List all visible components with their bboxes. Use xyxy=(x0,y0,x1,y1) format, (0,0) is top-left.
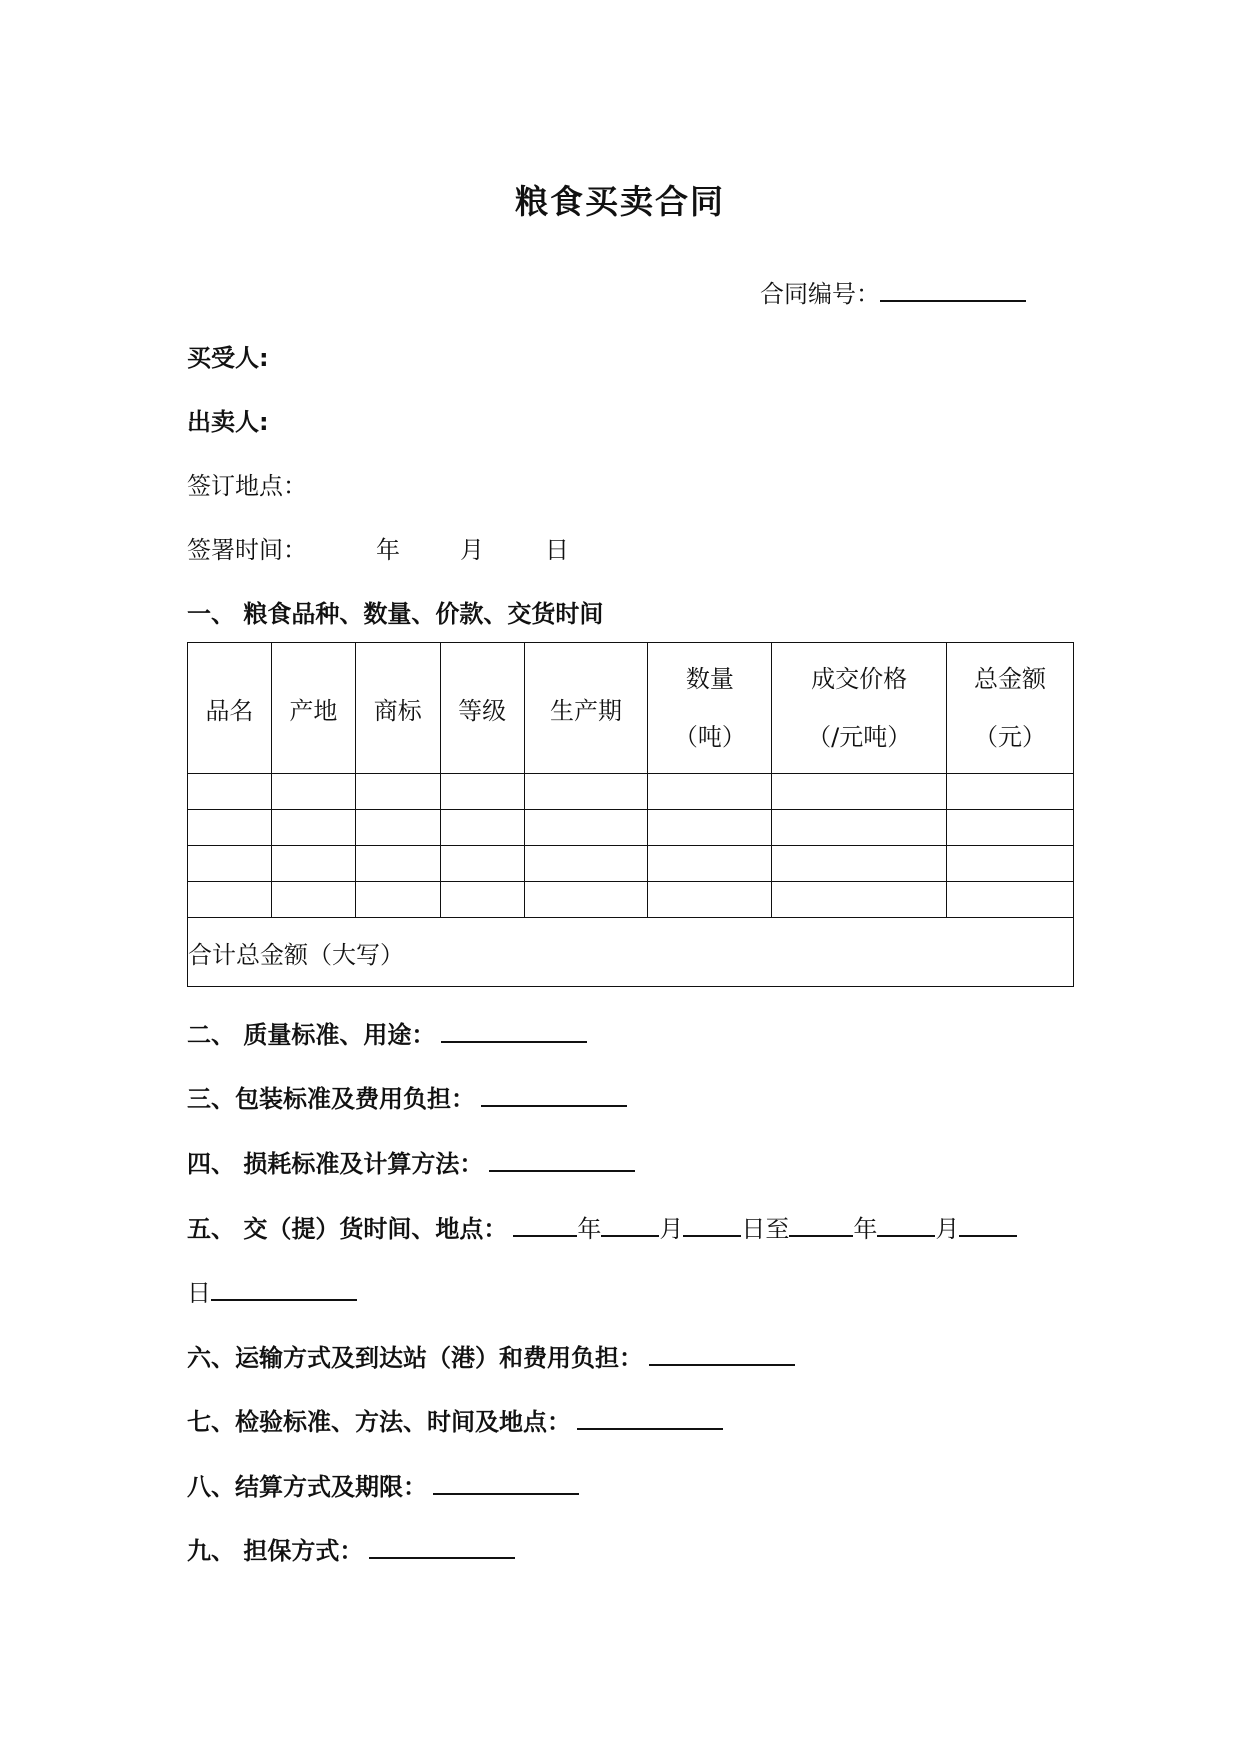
table-cell[interactable] xyxy=(524,810,648,846)
table-cell[interactable] xyxy=(271,774,355,810)
header-price: 成交价格 （/元吨） xyxy=(772,643,947,774)
header-total-amount: 总金额 （元） xyxy=(947,643,1074,774)
table-cell[interactable] xyxy=(355,846,440,882)
table-total-row xyxy=(188,918,1074,987)
section-5-year-to: 年 xyxy=(853,1215,878,1243)
section-2-label: 二、 质量标准、用途： xyxy=(187,1021,436,1049)
section-5-continued xyxy=(187,1273,357,1308)
document-title: 粮食买卖合同 xyxy=(515,182,725,221)
table-cell[interactable] xyxy=(524,882,648,918)
section-2 xyxy=(187,1015,587,1050)
section-7 xyxy=(187,1402,723,1437)
section-5-month-to-blank[interactable] xyxy=(877,1213,935,1237)
table-cell[interactable] xyxy=(772,774,947,810)
section-4-label: 四、 损耗标准及计算方法： xyxy=(187,1150,484,1178)
table-cell[interactable] xyxy=(440,810,524,846)
section-5-month-from: 月 xyxy=(659,1215,684,1243)
signing-date xyxy=(187,530,569,565)
table-cell[interactable] xyxy=(188,810,272,846)
table-cell[interactable] xyxy=(648,846,772,882)
table-cell[interactable] xyxy=(188,774,272,810)
table-cell[interactable] xyxy=(188,846,272,882)
table-cell[interactable] xyxy=(355,774,440,810)
table-row xyxy=(188,774,1074,810)
header-origin: 产地 xyxy=(271,643,355,774)
section-3 xyxy=(187,1079,627,1114)
header-name: 品名 xyxy=(188,643,272,774)
table-cell[interactable] xyxy=(188,882,272,918)
table-header-row xyxy=(188,643,1074,774)
table-cell[interactable] xyxy=(772,882,947,918)
section-5-day-to: 日至 xyxy=(741,1215,790,1243)
table-cell[interactable] xyxy=(271,882,355,918)
section-5-place-blank[interactable] xyxy=(211,1277,357,1301)
table-cell[interactable] xyxy=(440,846,524,882)
section-8-blank[interactable] xyxy=(433,1471,579,1495)
section-6-label: 六、运输方式及到达站（港）和费用负担： xyxy=(187,1344,643,1372)
section-5-month-from-blank[interactable] xyxy=(601,1213,659,1237)
section-3-label: 三、包装标准及费用负担： xyxy=(187,1085,475,1113)
section-1-heading: 一、 粮食品种、数量、价款、交货时间 xyxy=(187,600,604,628)
table-cell[interactable] xyxy=(772,846,947,882)
table-cell[interactable] xyxy=(648,774,772,810)
total-amount-cell[interactable] xyxy=(188,918,1074,987)
table-cell[interactable] xyxy=(947,846,1074,882)
section-5-day: 日 xyxy=(187,1279,211,1307)
table-cell[interactable] xyxy=(271,810,355,846)
section-5-label: 五、 交（提）货时间、地点： xyxy=(187,1215,508,1243)
section-5-year-to-blank[interactable] xyxy=(789,1213,853,1237)
section-5-year-from: 年 xyxy=(577,1215,602,1243)
table-cell[interactable] xyxy=(947,774,1074,810)
table-row xyxy=(188,810,1074,846)
table-cell[interactable] xyxy=(947,882,1074,918)
section-8 xyxy=(187,1467,579,1502)
section-4 xyxy=(187,1144,635,1179)
buyer-label: 买受人: xyxy=(187,344,269,372)
section-5-day-to-blank[interactable] xyxy=(959,1213,1017,1237)
table-cell[interactable] xyxy=(524,774,648,810)
table-row xyxy=(188,846,1074,882)
table-cell[interactable] xyxy=(271,846,355,882)
contract-number-blank[interactable] xyxy=(880,278,1026,302)
section-4-blank[interactable] xyxy=(489,1148,635,1172)
table-row xyxy=(188,882,1074,918)
table-cell[interactable] xyxy=(648,810,772,846)
header-grade: 等级 xyxy=(440,643,524,774)
total-amount-label: 合计总金额（大写） xyxy=(188,940,404,969)
goods-table xyxy=(187,642,1074,987)
section-7-label: 七、检验标准、方法、时间及地点： xyxy=(187,1408,571,1436)
table-cell[interactable] xyxy=(440,882,524,918)
table-cell[interactable] xyxy=(355,882,440,918)
contract-number xyxy=(760,274,1026,309)
section-5 xyxy=(187,1209,1017,1244)
section-7-blank[interactable] xyxy=(577,1406,723,1430)
section-6-blank[interactable] xyxy=(649,1342,795,1366)
section-5-year-from-blank[interactable] xyxy=(513,1213,577,1237)
signing-date-day: 日 xyxy=(545,536,569,564)
signing-date-year: 年 xyxy=(376,536,400,564)
seller-label: 出卖人: xyxy=(187,408,269,436)
signing-date-month: 月 xyxy=(460,536,484,564)
section-5-day-from-blank[interactable] xyxy=(683,1213,741,1237)
table-cell[interactable] xyxy=(524,846,648,882)
header-brand: 商标 xyxy=(355,643,440,774)
table-cell[interactable] xyxy=(355,810,440,846)
section-6 xyxy=(187,1338,795,1373)
section-9-blank[interactable] xyxy=(369,1535,515,1559)
header-quantity: 数量 （吨） xyxy=(648,643,772,774)
header-production-date: 生产期 xyxy=(524,643,648,774)
section-9-label: 九、 担保方式： xyxy=(187,1537,364,1565)
section-8-label: 八、结算方式及期限： xyxy=(187,1473,427,1501)
section-2-blank[interactable] xyxy=(441,1019,587,1043)
signing-place-label: 签订地点： xyxy=(187,472,307,500)
table-cell[interactable] xyxy=(772,810,947,846)
contract-number-label: 合同编号： xyxy=(760,280,880,308)
signing-date-label: 签署时间： xyxy=(187,536,307,564)
table-cell[interactable] xyxy=(440,774,524,810)
section-5-month-to: 月 xyxy=(935,1215,960,1243)
table-cell[interactable] xyxy=(648,882,772,918)
section-9 xyxy=(187,1531,515,1566)
section-3-blank[interactable] xyxy=(481,1083,627,1107)
table-cell[interactable] xyxy=(947,810,1074,846)
